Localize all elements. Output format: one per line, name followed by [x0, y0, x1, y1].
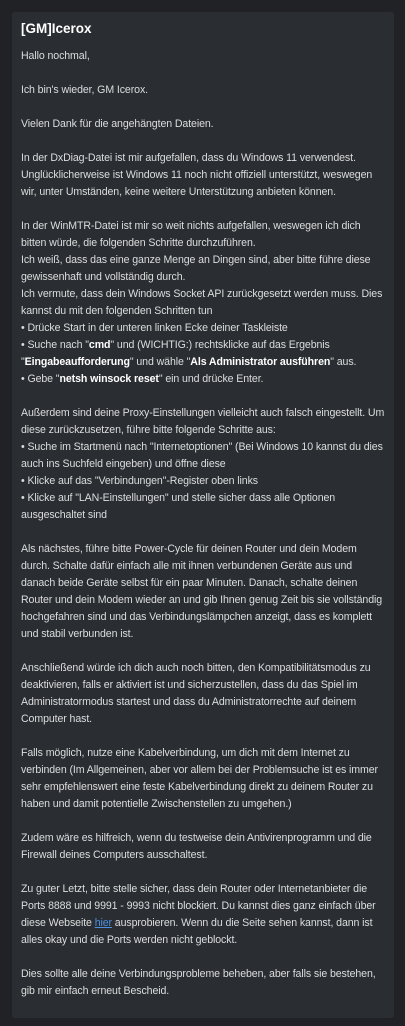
intro-paragraph: Ich bin's wieder, GM Icerox.: [21, 84, 148, 96]
port-check-link[interactable]: hier: [94, 917, 112, 929]
proxy-paragraph: [21, 405, 385, 524]
proxy-step-3: • Klicke auf "LAN-Einstellungen" und stelle sicher dass alle Optionen ausgeschaltet sind: [21, 492, 336, 521]
step-winsock: • Gebe "netsh winsock reset" ein und drücke Enter.: [21, 373, 264, 385]
router-paragraph: Als nächstes, führe bitte Power-Cycle für deinen Router und dein Modem durch. Schalte dafür einfach alle mit ihnen verbundenen Geräte aus und danach beide Geräte selbst für ein paar Minuten. Danach, schalte deinen Router und dein Modem wieder an und gib Ihnen genug Zeit bis sie vollständig hochgefahren sind und das Verbindungslämpchen anzeigt, dass es komplett und stabil verbunden ist.: [21, 543, 383, 640]
author-name: [GM]Icerox: [21, 21, 92, 36]
winmtr-line-1: In der WinMTR-Datei ist mir so weit nichts aufgefallen, weswegen ich dich bitten würde, die folgenden Schritte durchzuführen.: [21, 220, 361, 249]
winmtr-line-3: Ich vermute, dass dein Windows Socket API zurückgesetzt werden muss. Dies kannst du mit den folgenden Schritten tun: [21, 288, 383, 317]
greeting: Hallo nochmal,: [21, 50, 90, 62]
winsock-command: netsh winsock reset: [59, 373, 159, 385]
cmd-keyword: cmd: [88, 339, 111, 351]
thanks-paragraph: Vielen Dank für die angehängten Dateien.: [21, 118, 214, 130]
message-card: [12, 12, 394, 1018]
winmtr-line-2: Ich weiß, dass das eine ganze Menge an Dingen sind, aber bitte führe diese gewissenhaft und vollständig durch.: [21, 254, 371, 283]
proxy-intro: Außerdem sind deine Proxy-Einstellungen vielleicht auch falsch eingestellt. Um diese zurückzusetzen, führe bitte folgende Schritte aus:: [21, 407, 385, 436]
proxy-step-2: • Klicke auf das "Verbindungen"-Register oben links: [21, 475, 258, 487]
antivirus-paragraph: Zudem wäre es hilfreich, wenn du testweise dein Antivirenprogramm und die Firewall deines Computers ausschaltest.: [21, 832, 372, 861]
cable-paragraph: Falls möglich, nutze eine Kabelverbindung, um dich mit dem Internet zu verbinden (Im Allgemeinen, aber vor allem bei der Problemsuche ist es immer sehr empfehlenswert eine feste Kabelverbindung direkt zu deinem Router zu haben und damit potentielle Zwischenstellen zu umgehen.): [21, 747, 378, 810]
message-body: [12, 12, 394, 1000]
eingabeaufforderung-keyword: Eingabeaufforderung: [24, 356, 130, 368]
step-cmd: • Suche nach "cmd" und (WICHTIG:) rechtsklicke auf das Ergebnis "Eingabeaufforderung" und wähle "Als Administrator ausführen" aus.: [21, 339, 357, 368]
compat-paragraph: Anschließend würde ich dich auch noch bitten, den Kompatibilitätsmodus zu deaktivieren, falls er aktiviert ist und sicherzustellen, dass du das Spiel im Administratormodus startest und dass du Administratorrechte auf deinem Computer hast.: [21, 662, 371, 725]
run-as-admin-keyword: Als Administrator ausführen: [190, 356, 331, 368]
ports-paragraph: Zu guter Letzt, bitte stelle sicher, dass dein Router oder Internetanbieter die Ports 8888 und 9991 - 9993 nicht blockiert. Du kannst dies ganz einfach über diese Webseite hier ausprobieren. Wenn du die Seite sehen kannst, dann ist alles okay und die Ports werden nicht geblockt.: [21, 883, 376, 946]
proxy-step-1: • Suche im Startmenü nach "Internetoptionen" (Bei Windows 10 kannst du dies auch ins Suchfeld eingeben) und öffne diese: [21, 441, 383, 470]
dxdiag-paragraph: In der DxDiag-Datei ist mir aufgefallen, dass du Windows 11 verwendest. Unglücklicherweise ist Windows 11 noch nicht offiziell unterstützt, weswegen wir, unter Umständen, keine weitere Unterstützung anbieten können.: [21, 152, 373, 198]
step-start: • Drücke Start in der unteren linken Ecke deiner Taskleiste: [21, 322, 288, 334]
closing-paragraph: Dies sollte alle deine Verbindungsprobleme beheben, aber falls sie bestehen, gib mir einfach erneut Bescheid.: [21, 968, 376, 997]
winmtr-paragraph: [21, 218, 385, 388]
